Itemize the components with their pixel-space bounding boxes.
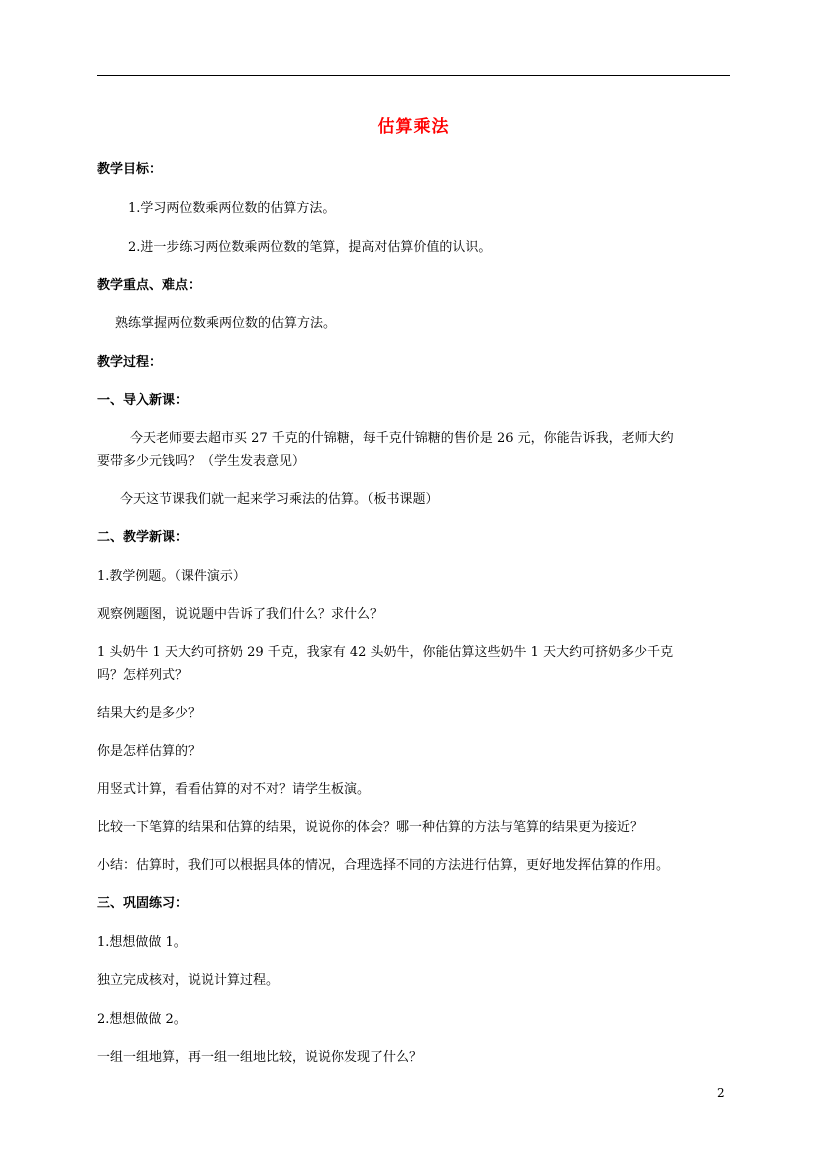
section2-question-1: 观察例题图，说说题中告诉了我们什么？求什么？ — [97, 607, 384, 622]
section1-paragraph-line1: 今天老师要去超市买 27 千克的什锦糖，每千克什锦糖的售价是 26 元，你能告诉我，老师大约 — [130, 431, 674, 446]
focus-text: 熟练掌握两位数乘两位数的估算方法。 — [115, 316, 337, 331]
section2-question-4: 你是怎样估算的？ — [97, 744, 202, 759]
section1-paragraph-line2: 要带多少元钱吗？（学生发表意见） — [97, 454, 306, 469]
header-rule — [97, 75, 730, 76]
goal-item-1: 1.学习两位数乘两位数的估算方法。 — [128, 201, 336, 216]
section2-question-5: 用竖式计算，看看估算的对不对？请学生板演。 — [97, 782, 371, 797]
section3-item-1: 1.想想做做 1。 — [97, 935, 187, 950]
section2-question-2-line1: 1 头奶牛 1 天大约可挤奶 29 千克，我家有 42 头奶牛，你能估算这些奶牛 1 天大约可挤奶多少千克 — [97, 645, 674, 660]
page-number: 2 — [717, 1086, 725, 1100]
section2-question-6: 比较一下笔算的结果和估算的结果，说说你的体会？哪一种估算的方法与笔算的结果更为接近？ — [97, 820, 644, 835]
section3-item-1-note: 独立完成核对，说说计算过程。 — [97, 973, 280, 988]
section2-question-3: 结果大约是多少？ — [97, 706, 202, 721]
process-heading: 教学过程： — [97, 355, 163, 370]
section3-item-2-note: 一组一组地算，再一组一组地比较，说说你发现了什么？ — [97, 1050, 423, 1065]
section2-question-2-line2: 吗？怎样列式？ — [97, 668, 189, 683]
section2-item-1: 1.教学例题。（课件演示） — [97, 569, 246, 584]
focus-heading: 教学重点、难点： — [97, 278, 202, 293]
document-title: 估算乘法 — [377, 117, 450, 137]
section1-paragraph-2: 今天这节课我们就一起来学习乘法的估算。（板书课题） — [120, 492, 439, 507]
goal-heading: 教学目标： — [97, 162, 163, 177]
section3-heading: 三、巩固练习： — [97, 896, 189, 911]
section3-item-2: 2.想想做做 2。 — [97, 1012, 187, 1027]
goal-item-2: 2.进一步练习两位数乘两位数的笔算，提高对估算价值的认识。 — [128, 240, 492, 255]
section1-heading: 一、导入新课： — [97, 393, 189, 408]
section2-summary: 小结：估算时，我们可以根据具体的情况，合理选择不同的方法进行估算，更好地发挥估算的作用。 — [97, 858, 670, 873]
section2-heading: 二、教学新课： — [97, 530, 189, 545]
